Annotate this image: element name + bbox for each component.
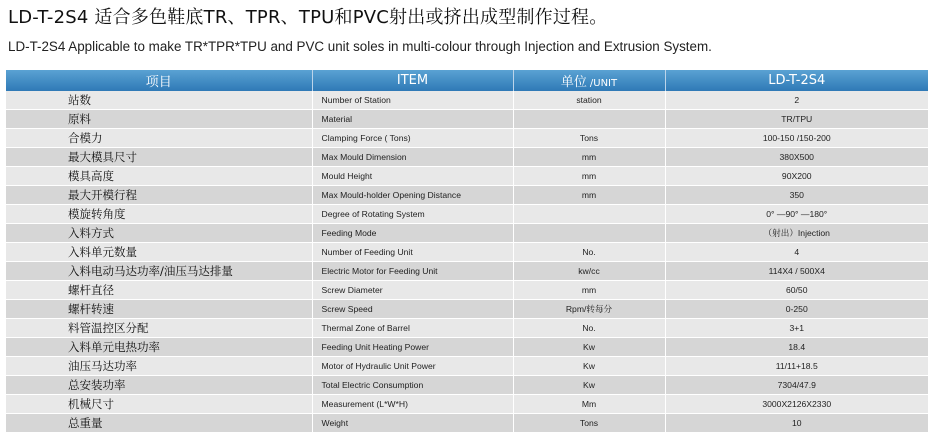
row-unit: No. [513, 319, 665, 338]
row-value: 100-150 /150-200 [665, 129, 928, 148]
header-item-english: ITEM [312, 70, 513, 91]
row-value: 0-250 [665, 300, 928, 319]
header-unit [513, 70, 665, 91]
table-row [6, 395, 928, 414]
row-label-chinese: 最大模具尺寸 [6, 148, 312, 167]
row-value: 3+1 [665, 319, 928, 338]
header-model: LD-T-2S4 [665, 70, 928, 91]
row-unit [513, 205, 665, 224]
table-row [6, 300, 928, 319]
row-unit: Tons [513, 414, 665, 433]
row-label-english: Mould Height [312, 167, 513, 186]
table-row [6, 281, 928, 300]
row-unit [513, 110, 665, 129]
table-row [6, 338, 928, 357]
row-label-english: Number of Feeding Unit [312, 243, 513, 262]
row-value: 10 [665, 414, 928, 433]
row-unit: mm [513, 148, 665, 167]
row-label-chinese: 原料 [6, 110, 312, 129]
header-item-chinese: 项目 [6, 70, 312, 91]
row-label-english: Clamping Force ( Tons) [312, 129, 513, 148]
row-label-chinese: 站数 [6, 91, 312, 110]
row-label-chinese: 模旋转角度 [6, 205, 312, 224]
row-label-chinese: 入料电动马达功率/油压马达排量 [6, 262, 312, 281]
row-unit: mm [513, 186, 665, 205]
row-unit: Kw [513, 338, 665, 357]
row-label-chinese: 螺杆直径 [6, 281, 312, 300]
row-value: 60/50 [665, 281, 928, 300]
page-title-english: LD-T-2S4 Applicable to make TR*TPR*TPU and PVC unit soles in multi-colour through Injection and Extrusion System. [8, 39, 712, 54]
row-value: 2 [665, 91, 928, 110]
table-body [6, 91, 928, 433]
row-label-english: Total Electric Consumption [312, 376, 513, 395]
row-label-english: Feeding Mode [312, 224, 513, 243]
header-unit-english: /UNIT [589, 78, 618, 89]
table-row [6, 414, 928, 433]
table-row [6, 129, 928, 148]
row-value: 4 [665, 243, 928, 262]
row-label-chinese: 入料方式 [6, 224, 312, 243]
row-value: 114X4 / 500X4 [665, 262, 928, 281]
table-row [6, 91, 928, 110]
row-unit: Tons [513, 129, 665, 148]
table-row [6, 110, 928, 129]
row-unit: Rpm/转每分 [513, 300, 665, 319]
row-value: 380X500 [665, 148, 928, 167]
row-unit: kw/cc [513, 262, 665, 281]
row-unit: station [513, 91, 665, 110]
row-label-english: Measurement (L*W*H) [312, 395, 513, 414]
specification-table [6, 70, 928, 433]
row-value: TR/TPU [665, 110, 928, 129]
row-label-english: Thermal Zone of Barrel [312, 319, 513, 338]
header-unit-chinese: 单位 [560, 75, 587, 90]
row-label-chinese: 总安装功率 [6, 376, 312, 395]
table-row [6, 319, 928, 338]
row-label-chinese: 合模力 [6, 129, 312, 148]
row-label-chinese: 机械尺寸 [6, 395, 312, 414]
row-value: 3000X2126X2330 [665, 395, 928, 414]
row-unit: Kw [513, 357, 665, 376]
row-label-english: Screw Diameter [312, 281, 513, 300]
row-label-english: Motor of Hydraulic Unit Power [312, 357, 513, 376]
row-unit: mm [513, 281, 665, 300]
table-row [6, 243, 928, 262]
row-label-english: Number of Station [312, 91, 513, 110]
row-unit: Mm [513, 395, 665, 414]
row-value: （射出）Injection [665, 224, 928, 243]
table-row [6, 186, 928, 205]
row-label-english: Electric Motor for Feeding Unit [312, 262, 513, 281]
table-row [6, 148, 928, 167]
row-label-english: Max Mould Dimension [312, 148, 513, 167]
row-label-english: Degree of Rotating System [312, 205, 513, 224]
row-unit: mm [513, 167, 665, 186]
table-row [6, 205, 928, 224]
row-label-chinese: 料管温控区分配 [6, 319, 312, 338]
row-value: 11/11+18.5 [665, 357, 928, 376]
row-label-chinese: 总重量 [6, 414, 312, 433]
row-label-english: Screw Speed [312, 300, 513, 319]
row-value: 90X200 [665, 167, 928, 186]
table-row [6, 224, 928, 243]
table-header-row [6, 70, 928, 91]
row-value: 18.4 [665, 338, 928, 357]
row-label-english: Weight [312, 414, 513, 433]
table-row [6, 167, 928, 186]
row-label-chinese: 入料单元数量 [6, 243, 312, 262]
row-unit: Kw [513, 376, 665, 395]
row-label-chinese: 最大开模行程 [6, 186, 312, 205]
table-row [6, 376, 928, 395]
row-label-english: Feeding Unit Heating Power [312, 338, 513, 357]
row-label-english: Max Mould-holder Opening Distance [312, 186, 513, 205]
page-title-chinese: LD-T-2S4 适合多色鞋底TR、TPR、TPU和PVC射出或挤出成型制作过程。 [8, 7, 608, 28]
row-unit [513, 224, 665, 243]
table-row [6, 357, 928, 376]
row-label-chinese: 入料单元电热功率 [6, 338, 312, 357]
row-label-english: Material [312, 110, 513, 129]
row-value: 350 [665, 186, 928, 205]
row-value: 0° —90° —180° [665, 205, 928, 224]
row-label-chinese: 油压马达功率 [6, 357, 312, 376]
row-label-chinese: 模具高度 [6, 167, 312, 186]
row-value: 7304/47.9 [665, 376, 928, 395]
table-row [6, 262, 928, 281]
row-unit: No. [513, 243, 665, 262]
row-label-chinese: 螺杆转速 [6, 300, 312, 319]
